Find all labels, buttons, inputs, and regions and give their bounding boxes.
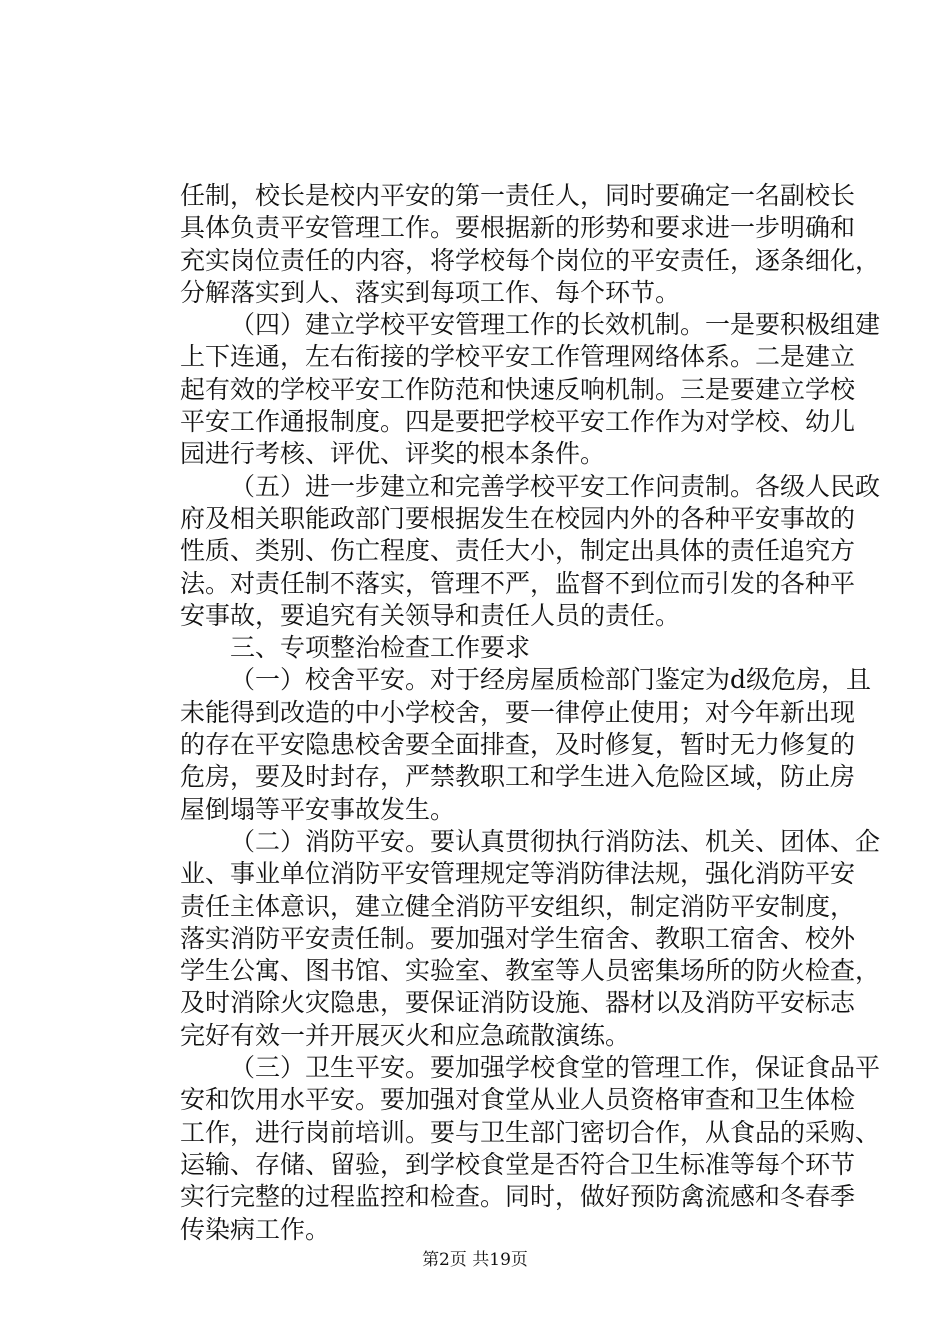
text-line: 落实消防平安责任制。要加强对学生宿舍、教职工宿舍、校外 bbox=[180, 923, 856, 953]
text-line: 学生公寓、图书馆、实验室、教室等人员密集场所的防火检查， bbox=[180, 956, 881, 986]
text-line: 责任主体意识，建立健全消防平安组织，制定消防平安制度， bbox=[180, 891, 856, 921]
text-line: （三）卫生平安。要加强学校食堂的管理工作，保证食品平 bbox=[230, 1053, 881, 1083]
text-line: 未能得到改造的中小学校舍，要一律停止使用；对今年新出现 bbox=[180, 697, 856, 727]
text-line: （四）建立学校平安管理工作的长效机制。一是要积极组建 bbox=[230, 310, 881, 340]
text-line: 屋倒塌等平安事故发生。 bbox=[180, 794, 456, 824]
text-line: 安事故，要追究有关领导和责任人员的责任。 bbox=[180, 600, 681, 630]
text-line: 性质、类别、伤亡程度、责任大小，制定出具体的责任追究方 bbox=[180, 536, 856, 566]
text-line: 三、专项整治检查工作要求 bbox=[230, 633, 531, 663]
text-line: 平安工作通报制度。四是要把学校平安工作作为对学校、幼儿 bbox=[180, 407, 856, 437]
document-body bbox=[180, 180, 881, 1246]
text-line: 上下连通，左右衔接的学校平安工作管理网络体系。二是建立 bbox=[180, 342, 856, 372]
text-line: 业、事业单位消防平安管理规定等消防律法规，强化消防平安 bbox=[180, 859, 856, 889]
text-line: 府及相关职能政部门要根据发生在校园内外的各种平安事故的 bbox=[180, 503, 856, 533]
text-line: （一）校舍平安。对于经房屋质检部门鉴定为d级危房，且 bbox=[230, 665, 872, 695]
text-line: 运输、存储、留验，到学校食堂是否符合卫生标准等每个环节 bbox=[180, 1149, 856, 1179]
text-line: 安和饮用水平安。要加强对食堂从业人员资格审查和卫生体检 bbox=[180, 1085, 856, 1115]
text-line: 传染病工作。 bbox=[180, 1214, 331, 1244]
text-line: （五）进一步建立和完善学校平安工作问责制。各级人民政 bbox=[230, 471, 881, 501]
text-line: 充实岗位责任的内容，将学校每个岗位的平安责任，逐条细化， bbox=[180, 245, 881, 275]
text-line: 具体负责平安管理工作。要根据新的形势和要求进一步明确和 bbox=[180, 213, 856, 243]
text-line: 任制，校长是校内平安的第一责任人，同时要确定一名副校长 bbox=[180, 181, 856, 210]
text-line: 实行完整的过程监控和检查。同时，做好预防禽流感和冬春季 bbox=[180, 1182, 856, 1212]
text-line: （二）消防平安。要认真贯彻执行消防法、机关、团体、企 bbox=[230, 826, 881, 856]
text-line: 及时消除火灾隐患，要保证消防设施、器材以及消防平安标志 bbox=[180, 988, 856, 1018]
text-line: 工作，进行岗前培训。要与卫生部门密切合作，从食品的采购、 bbox=[180, 1117, 881, 1147]
text-line: 完好有效一并开展灭火和应急疏散演练。 bbox=[180, 1020, 631, 1050]
page-footer: 第2页 共19页 bbox=[422, 1250, 528, 1270]
text-line: 法。对责任制不落实，管理不严，监督不到位而引发的各种平 bbox=[180, 568, 856, 598]
text-line: 分解落实到人、落实到每项工作、每个环节。 bbox=[180, 277, 681, 307]
text-line: 园进行考核、评优、评奖的根本条件。 bbox=[180, 439, 606, 469]
text-line: 起有效的学校平安工作防范和快速反响机制。三是要建立学校 bbox=[180, 374, 856, 404]
text-line: 的存在平安隐患校舍要全面排查，及时修复，暂时无力修复的 bbox=[180, 730, 856, 760]
text-line: 危房，要及时封存，严禁教职工和学生进入危险区域，防止房 bbox=[180, 762, 856, 792]
